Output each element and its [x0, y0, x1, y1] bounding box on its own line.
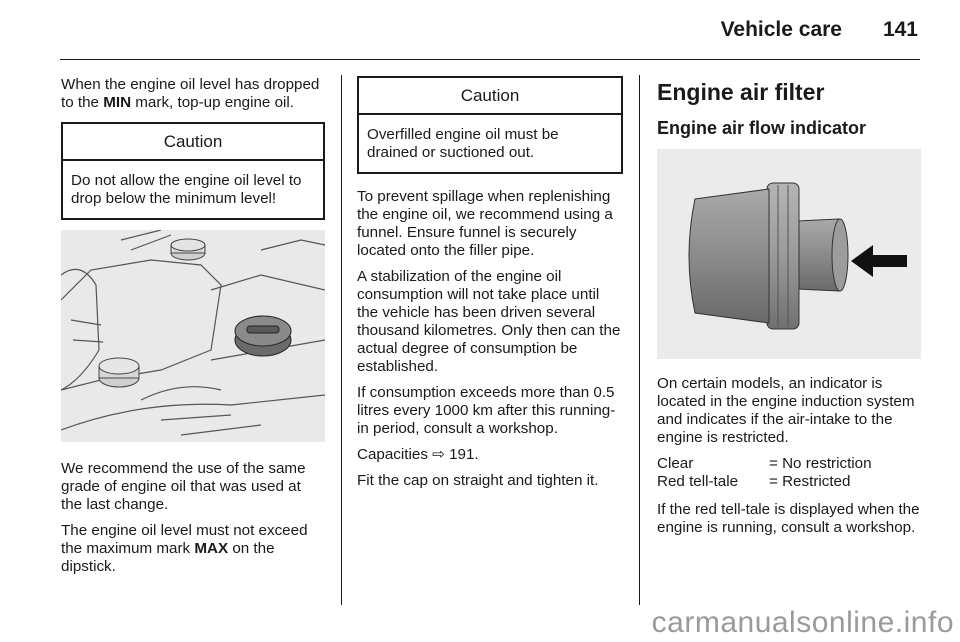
legend-desc-clear: = No restriction	[769, 455, 872, 472]
page-number: 141	[882, 18, 918, 41]
legend-term-red: Red tell-tale	[657, 473, 739, 490]
column-divider-2	[639, 75, 640, 605]
air-flow-indicator-illustration	[657, 149, 921, 359]
caution-title: Caution	[63, 124, 323, 161]
max-paragraph: The engine oil level must not exceed the maximum mark MAX on the dipstick.	[61, 522, 308, 575]
capacities-reference[interactable]: Capacities ⇨ 191.	[357, 446, 479, 463]
grade-paragraph: We recommend the use of the same grade of engine oil that was used at the last change.	[61, 460, 306, 513]
column-3	[657, 76, 921, 545]
legend-term-clear: Clear	[657, 455, 694, 472]
status-legend	[657, 455, 921, 491]
air-flow-indicator-drawing	[657, 149, 921, 359]
caution-title: Caution	[359, 78, 621, 115]
subsection-heading: Engine air flow indicator	[657, 118, 867, 138]
funnel-paragraph: To prevent spillage when replenishing the engine oil, we recommend using a funnel. Ensure funnel is securely located onto the filler pipe.	[357, 188, 613, 259]
page-reference-icon: ⇨	[432, 446, 445, 463]
caution-box-overfill	[357, 76, 623, 174]
section-heading: Engine air filter	[657, 79, 825, 105]
engine-bay-illustration	[61, 230, 325, 442]
column-divider-1	[341, 75, 342, 605]
running-header-title: Vehicle care	[720, 18, 842, 41]
consumption-paragraph: If consumption exceeds more than 0.5 litres every 1000 km after this running-in period, consult a workshop.	[357, 384, 616, 437]
column-2	[357, 76, 623, 498]
indicator-paragraph: On certain models, an indicator is located in the engine induction system and indicates if the air-intake to the engine is restricted.	[657, 375, 915, 446]
cap-paragraph: Fit the cap on straight and tighten it.	[357, 472, 599, 489]
column-1	[61, 76, 325, 584]
caution-box-oil-level	[61, 122, 325, 220]
caution-text: Overfilled engine oil must be drained or suctioned out.	[367, 126, 559, 161]
max-mark: MAX	[194, 540, 229, 557]
stabilization-paragraph: A stabilization of the engine oil consumption will not take place until the vehicle has been driven several thousand kilometres. Only then can the actual degree of consumption be established.	[357, 268, 621, 375]
workshop-paragraph: If the red tell-tale is displayed when the engine is running, consult a workshop.	[657, 501, 920, 536]
min-mark: MIN	[103, 94, 132, 111]
caution-text: Do not allow the engine oil level to drop below the minimum level!	[71, 172, 302, 207]
watermark: carmanualsonline.info	[651, 606, 954, 639]
engine-bay-drawing	[61, 230, 325, 442]
header-rule	[60, 59, 920, 60]
legend-desc-red: = Restricted	[769, 473, 851, 490]
intro-paragraph: When the engine oil level has dropped to the MIN mark, top-up engine oil.	[61, 76, 320, 111]
